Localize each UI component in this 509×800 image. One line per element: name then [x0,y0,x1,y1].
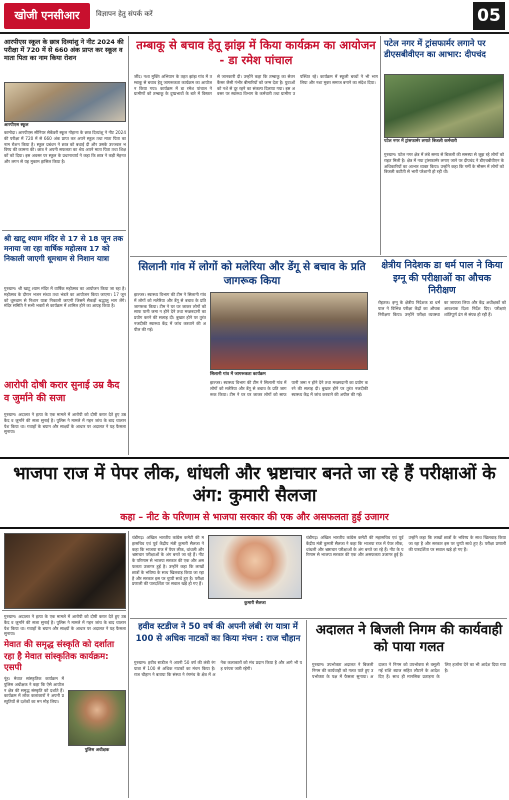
article-body: नूंह। मेवात सांस्कृतिक कार्यक्रम में पुलिस अधीक्षक ने कहा कि ऐसे आयोजन क्षेत्र की समृद्ध संस्कृति को दर्शाते हैं। कार्यक्रम में लोक कलाकारों ने अपनी प्रस्तुतियों से दर्शकों का मन मोह लिया। [4,676,64,705]
lead-subheadline: कहा – नीट के परिणाम से भाजपा सरकार की एक और असफलता हुई उजागर [120,512,389,523]
gavel-photo [4,533,126,609]
article-body: गुरुग्राम। श्री खाटू श्याम मंदिर में वार्षिक महोत्सव का आयोजन किया जा रहा है। महोत्सव के दौरान भजन संध्या तथा भंडारे का आयोजन किया जाएगा। 17 जून को धूमधाम से निशान यात्रा निकाली जाएगी जिसमें सैकड़ों श्रद्धालु भाग लेंगे। मंदिर समिति ने सभी भक्तों से कार्यक्रम में शामिल होने का आग्रह किया है। [4,286,126,309]
article-headline: क्षेत्रीय निदेशक डा धर्म पाल ने किया इग्नू की परीक्षाओं का औचक निरीक्षण [381,260,503,296]
photo-caption: कुमारी सैलजा [244,601,266,606]
article-headline: आरोपी दोषी करार सुनाई उम्र कैद व जुर्माने की सजा [4,380,120,404]
row-rule [2,230,126,231]
article-headline: अदालत ने बिजली निगम की कार्यवाही को पाया गलत [315,622,503,655]
column-rule [128,531,129,798]
article-body: रोहतक। इग्नू के क्षेत्रीय निदेशक डा धर्म पाल ने विभिन्न परीक्षा केंद्रों का औचक निरीक्षण किया। उन्होंने परीक्षा व्यवस्था का जायजा लिया और केंद्र अधीक्षकों को आवश्यक दिशा निर्देश दिए। परीक्षाएं शांतिपूर्ण ढंग से संपन्न हो रही हैं। [378,300,506,317]
politician-portrait [208,535,302,599]
lead-story-banner [0,457,509,529]
photo-caption: आरपीएस स्कूल [4,123,29,128]
article-headline: हवीव स्टडीज ने 50 वर्ष की अपनी लंबी रंग यात्रा में 100 से अधिक नाटकों का किया मंचन : राज चौहान [135,622,301,644]
article-body: कामोदा। आरपीएस सीनियर सेकेंडरी स्कूल गोहाना के छात्र दिव्यांशु ने नीट 2024 की परीक्षा में 720 में से 660 अंक प्राप्त कर अपने स्कूल तथा माता पिता का नाम रोशन किया है। स्कूल प्रबंधन ने छात्र को बधाई दी और उसके उज्ज्वल भविष्य की कामना की। छात्र ने अपनी सफलता का श्रेय अपने माता पिता तथा शिक्षकों को दिया। इस अवसर पर स्कूल के प्रधानाचार्य ने कहा कि छात्र ने कड़ी मेहनत और लगन से यह मुकाम हासिल किया है। [4,130,126,164]
article-headline: पटेल नगर में ट्रांसफार्मर लगाने पर डीएसबीवीएन का आभार: दीपचंद [384,38,486,59]
photo-caption: सिलानी गांव में जागरूकता कार्यक्रम [210,372,266,377]
officer-photo [68,690,126,746]
photo-caption: पुलिस अधीक्षक [84,748,110,753]
article-body: झज्जर। स्वास्थ्य विभाग की टीम ने सिलानी गांव में लोगों को मलेरिया और डेंगू से बचाव के प्रति जागरूक किया। टीम ने घर घर जाकर लोगों को साफ पानी जमा न होने देने तथा मच्छरदानी का प्रयोग करने की सलाह दी। बुखार होने पर तुरंत नजदीकी स्वास्थ्य केंद्र में जांच करवाने की अपील की गई। [134,292,206,332]
column-rule [128,36,129,455]
article-body: गुरुग्राम। पटेल नगर क्षेत्र में लंबे समय से बिजली की समस्या से जूझ रहे लोगों को राहत मिली है। क्षेत्र में नया ट्रांसफार्मर लगाए जाने पर दीपचंद ने डीएचबीवीएन के अधिकारियों का आभार व्यक्त किया। उन्होंने कहा कि गर्मी के मौसम में लोगों को बिजली कटौती से भारी परेशानी हो रही थी। [384,152,504,175]
column-rule [306,620,307,798]
article-headline: तम्बाकू से बचाव हेतू झांझ में किया कार्यक्रम का आयोजन - डा रमेश पांचाल [136,38,376,67]
photo-caption: पटेल नगर में ट्रांसफार्मर लगाते बिजली कर्मचारी [384,139,457,144]
row-rule [130,256,507,257]
article-body: गुरुग्राम। हवीव स्टडीज ने अपनी 50 वर्ष की लंबी रंग यात्रा में 100 से अधिक नाटकों का मंचन किया है। राज चौहान ने बताया कि संस्था ने रंगमंच के क्षेत्र में अनेक कलाकारों को मंच प्रदान किया है और आगे भी यह परंपरा जारी रहेगी। [134,660,302,677]
row-rule [2,610,126,611]
lead-headline: भाजपा राज में पेपर लीक, धांधली और भ्रष्टाचार बनते जा रहे हैं परीक्षाओं के अंग: कुमारी सैलजा [13,464,496,506]
article-headline: श्री खाटू श्याम मंदिर से 17 से 18 जून तक मनाया जा रहा वार्षिक महोत्सव 17 को निकाली जाएगी धूमधाम से निशान यात्रा [4,234,124,263]
awareness-photo [210,292,368,370]
article-body-continued: झज्जर। स्वास्थ्य विभाग की टीम ने सिलानी गांव में लोगों को मलेरिया और डेंगू से बचाव के प्रति जागरूक किया। टीम ने घर घर जाकर लोगों को साफ पानी जमा न होने देने तथा मच्छरदानी का प्रयोग करने की सलाह दी। बुखार होने पर तुरंत नजदीकी स्वास्थ्य केंद्र में जांच करवाने की अपील की गई। [210,380,368,397]
page-number: 05 [473,2,505,30]
article-body: गुरुग्राम। अदालत ने हत्या के एक मामले में आरोपी को दोषी करार देते हुए उम्र कैद व जुर्माने की सजा सुनाई है। पुलिस ने मामले में गहन जांच के बाद चालान पेश किया था। गवाहों के बयान और साक्ष्यों के आधार पर अदालत ने यह फैसला सुनाया। [4,412,126,435]
masthead [0,0,509,34]
article-intro: गुरुग्राम। अदालत ने हत्या के एक मामले में आरोपी को दोषी करार देते हुए उम्र कैद व जुर्माने की सजा सुनाई है। पुलिस ने मामले में गहन जांच के बाद चालान पेश किया था। गवाहों के बयान और साक्ष्यों के आधार पर अदालत ने यह फैसला सुनाया। [4,614,126,637]
column-rule [380,36,381,255]
row-rule [130,618,507,619]
school-photo [4,82,126,122]
lead-story-body: चंडीगढ़। अखिल भारतीय कांग्रेस कमेटी की महासचिव एवं पूर्व केंद्रीय मंत्री कुमारी सैलजा ने कहा कि भाजपा राज में पेपर लीक, धांधली और भ्रष्टाचार परीक्षाओं के अंग बनते जा रहे हैं। नीट के परिणाम से भाजपा सरकार की एक और असफलता उजागर हुई है। उन्होंने कहा कि लाखों छात्रों के भविष्य के साथ खिलवाड़ किया जा रहा है और सरकार इस पर चुप्पी साधे हुए है। परीक्षा प्रणाली की पारदर्शिता पर सवाल खड़े हो गए हैं। [132,535,204,587]
article-headline: आरपीएस स्कूल के छात्र दिव्यांशु ने नीट 2024 की परीक्षा में 720 में से 660 अंक प्राप्त कर स्कूल व माता पिता का नाम किया रोशन [4,38,124,62]
article-headline: मेवात की समृद्ध संस्कृति को दर्शाता रहा है मेवात सांस्कृतिक कार्यक्रम: एसपी [4,640,115,673]
article-headline: सिलानी गांव में लोगों को मलेरिया और डेंगू से बचाव के प्रति जागरूक किया [138,261,366,287]
article-body: जींद। नशा मुक्ति अभियान के तहत झांझ गांव में तम्बाकू से बचाव हेतू जागरूकता कार्यक्रम का आयोजन किया गया। कार्यक्रम में डा रमेश पांचाल ने ग्रामीणों को तम्बाकू के दुष्प्रभावों के बारे में विस्तार से जानकारी दी। उन्होंने कहा कि तम्बाकू का सेवन कैंसर जैसी गंभीर बीमारियों को जन्म देता है। युवाओं को नशे से दूर रहने का संकल्प दिलाया गया। इस अवसर पर स्वास्थ्य विभाग के कर्मचारी तथा ग्रामीण उपस्थित रहे। कार्यक्रम में स्कूली बच्चों ने भी भाग लिया और नशा मुक्त समाज बनाने का संदेश दिया। [134,74,378,97]
article-body: गुरुग्राम। उपभोक्ता अदालत ने बिजली निगम की कार्यवाही को गलत पाते हुए उपभोक्ता के पक्ष में फैसला सुनाया। अदालत ने निगम को उपभोक्ता से वसूली गई राशि ब्याज सहित लौटाने के आदेश दिए हैं। साथ ही मानसिक प्रताड़ना के लिए हर्जाना देने का भी आदेश दिया गया है। [312,662,506,679]
transformer-photo [384,74,504,138]
issue-line: विज्ञापन हेतु संपर्क करें [96,10,153,18]
newspaper-brand: खोजी एनसीआर [4,3,90,29]
lead-story-body-continued: चंडीगढ़। अखिल भारतीय कांग्रेस कमेटी की महासचिव एवं पूर्व केंद्रीय मंत्री कुमारी सैलजा ने कहा कि भाजपा राज में पेपर लीक, धांधली और भ्रष्टाचार परीक्षाओं के अंग बनते जा रहे हैं। नीट के परिणाम से भाजपा सरकार की एक और असफलता उजागर हुई है। उन्होंने कहा कि लाखों छात्रों के भविष्य के साथ खिलवाड़ किया जा रहा है और सरकार इस पर चुप्पी साधे हुए है। परीक्षा प्रणाली की पारदर्शिता पर सवाल खड़े हो गए हैं। [306,535,506,558]
